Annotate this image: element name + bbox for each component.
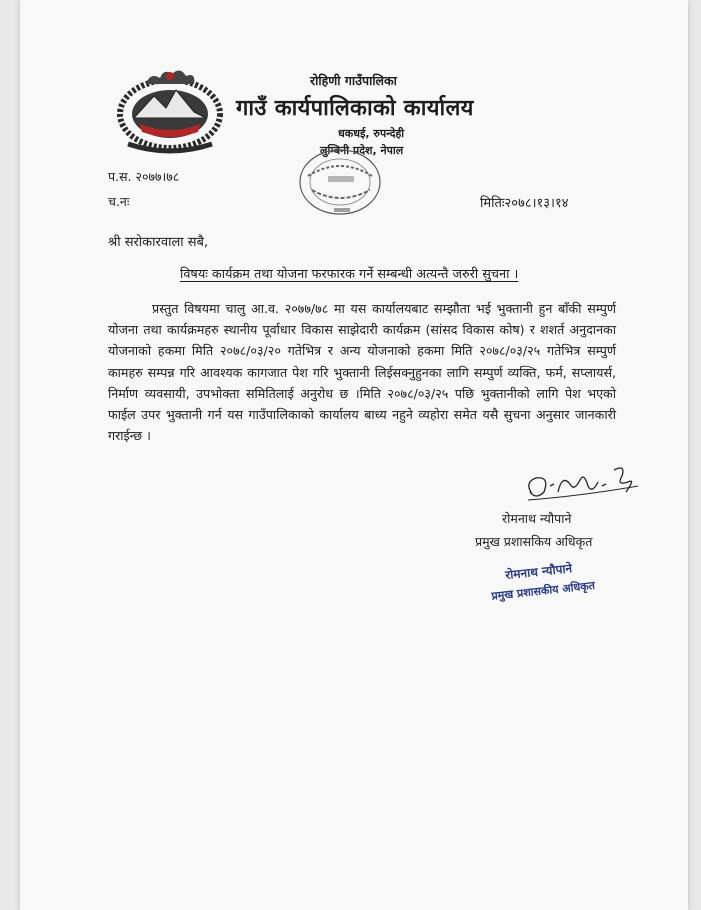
office-address-line2: लुम्बिनी प्रदेश, नेपाल bbox=[320, 144, 404, 157]
subject-line: विषयः कार्यक्रम तथा योजना फरफारक गर्ने सम्बन्धी अत्यन्तै जरुरी सुचना । bbox=[180, 267, 519, 282]
signatory-name: रोमनाथ न्यौपाने bbox=[502, 511, 572, 526]
office-title: गाउँ कार्यपालिकाको कार्यालय bbox=[236, 96, 474, 121]
municipality-name: रोहिणी गाउँपालिका bbox=[310, 73, 397, 88]
dispatch-number: च.नः bbox=[108, 194, 130, 209]
stamp-name: रोमनाथ न्यौपाने bbox=[504, 561, 573, 583]
office-seal-icon bbox=[282, 136, 402, 220]
handwritten-signature-icon bbox=[510, 456, 640, 516]
letter-date: मितिः२०७८।१३।१४ bbox=[480, 196, 569, 211]
reference-number: प.स. २०७७।७८ bbox=[108, 169, 180, 184]
office-address-line1: धकधई, रुपन्देही bbox=[338, 127, 405, 140]
nepal-emblem-icon bbox=[110, 62, 230, 154]
stamp-title: प्रमुख प्रशासकीय अधिकृत bbox=[490, 578, 596, 603]
letter-page bbox=[20, 0, 688, 910]
letter-body: प्रस्तुत विषयमा चालु आ.व. २०७७/७८ मा यस कार्यालयबाट सम्झौता भई भुक्तानी हुन बाँकी सम्पुर्ण योजना तथा कार्यक्रमहरु स्थानीय पूर्वाधार विकास साझेदारी कार्यक्रम (सांसद विकास कोष) र शशर्त अनुदानका योजनाको हकमा मिति २०७८/०३/२० गतेभित्र र अन्य योजनाको हकमा मिति २०७८/०३/२५ गतेभित्र सम्पुर्ण कामहरु सम्पन्न गरि आवश्यक कागजात पेश गरि भुक्तानी लिईसक्नुहुनका लागि सम्पुर्ण व्यक्ति, फर्म, सप्लायर्स, निर्माण व्यवसायी, उपभोक्ता समितिलाई अनुरोध छ ।मिति २०७८/०३/२५ पछि भुक्तानीको लागि पेश भएको फाईल उपर भुक्तानी गर्न यस गाउँपालिकाको कार्यालय बाध्य नहुने व्यहोरा समेत यसै सुचना अनुसार जानकारी गराईन्छ । bbox=[108, 301, 617, 444]
name-stamp bbox=[489, 552, 642, 603]
salutation: श्री सरोकारवाला सबै, bbox=[108, 235, 209, 250]
signatory-title: प्रमुख प्रशासकिय अधिकृत bbox=[475, 534, 593, 549]
